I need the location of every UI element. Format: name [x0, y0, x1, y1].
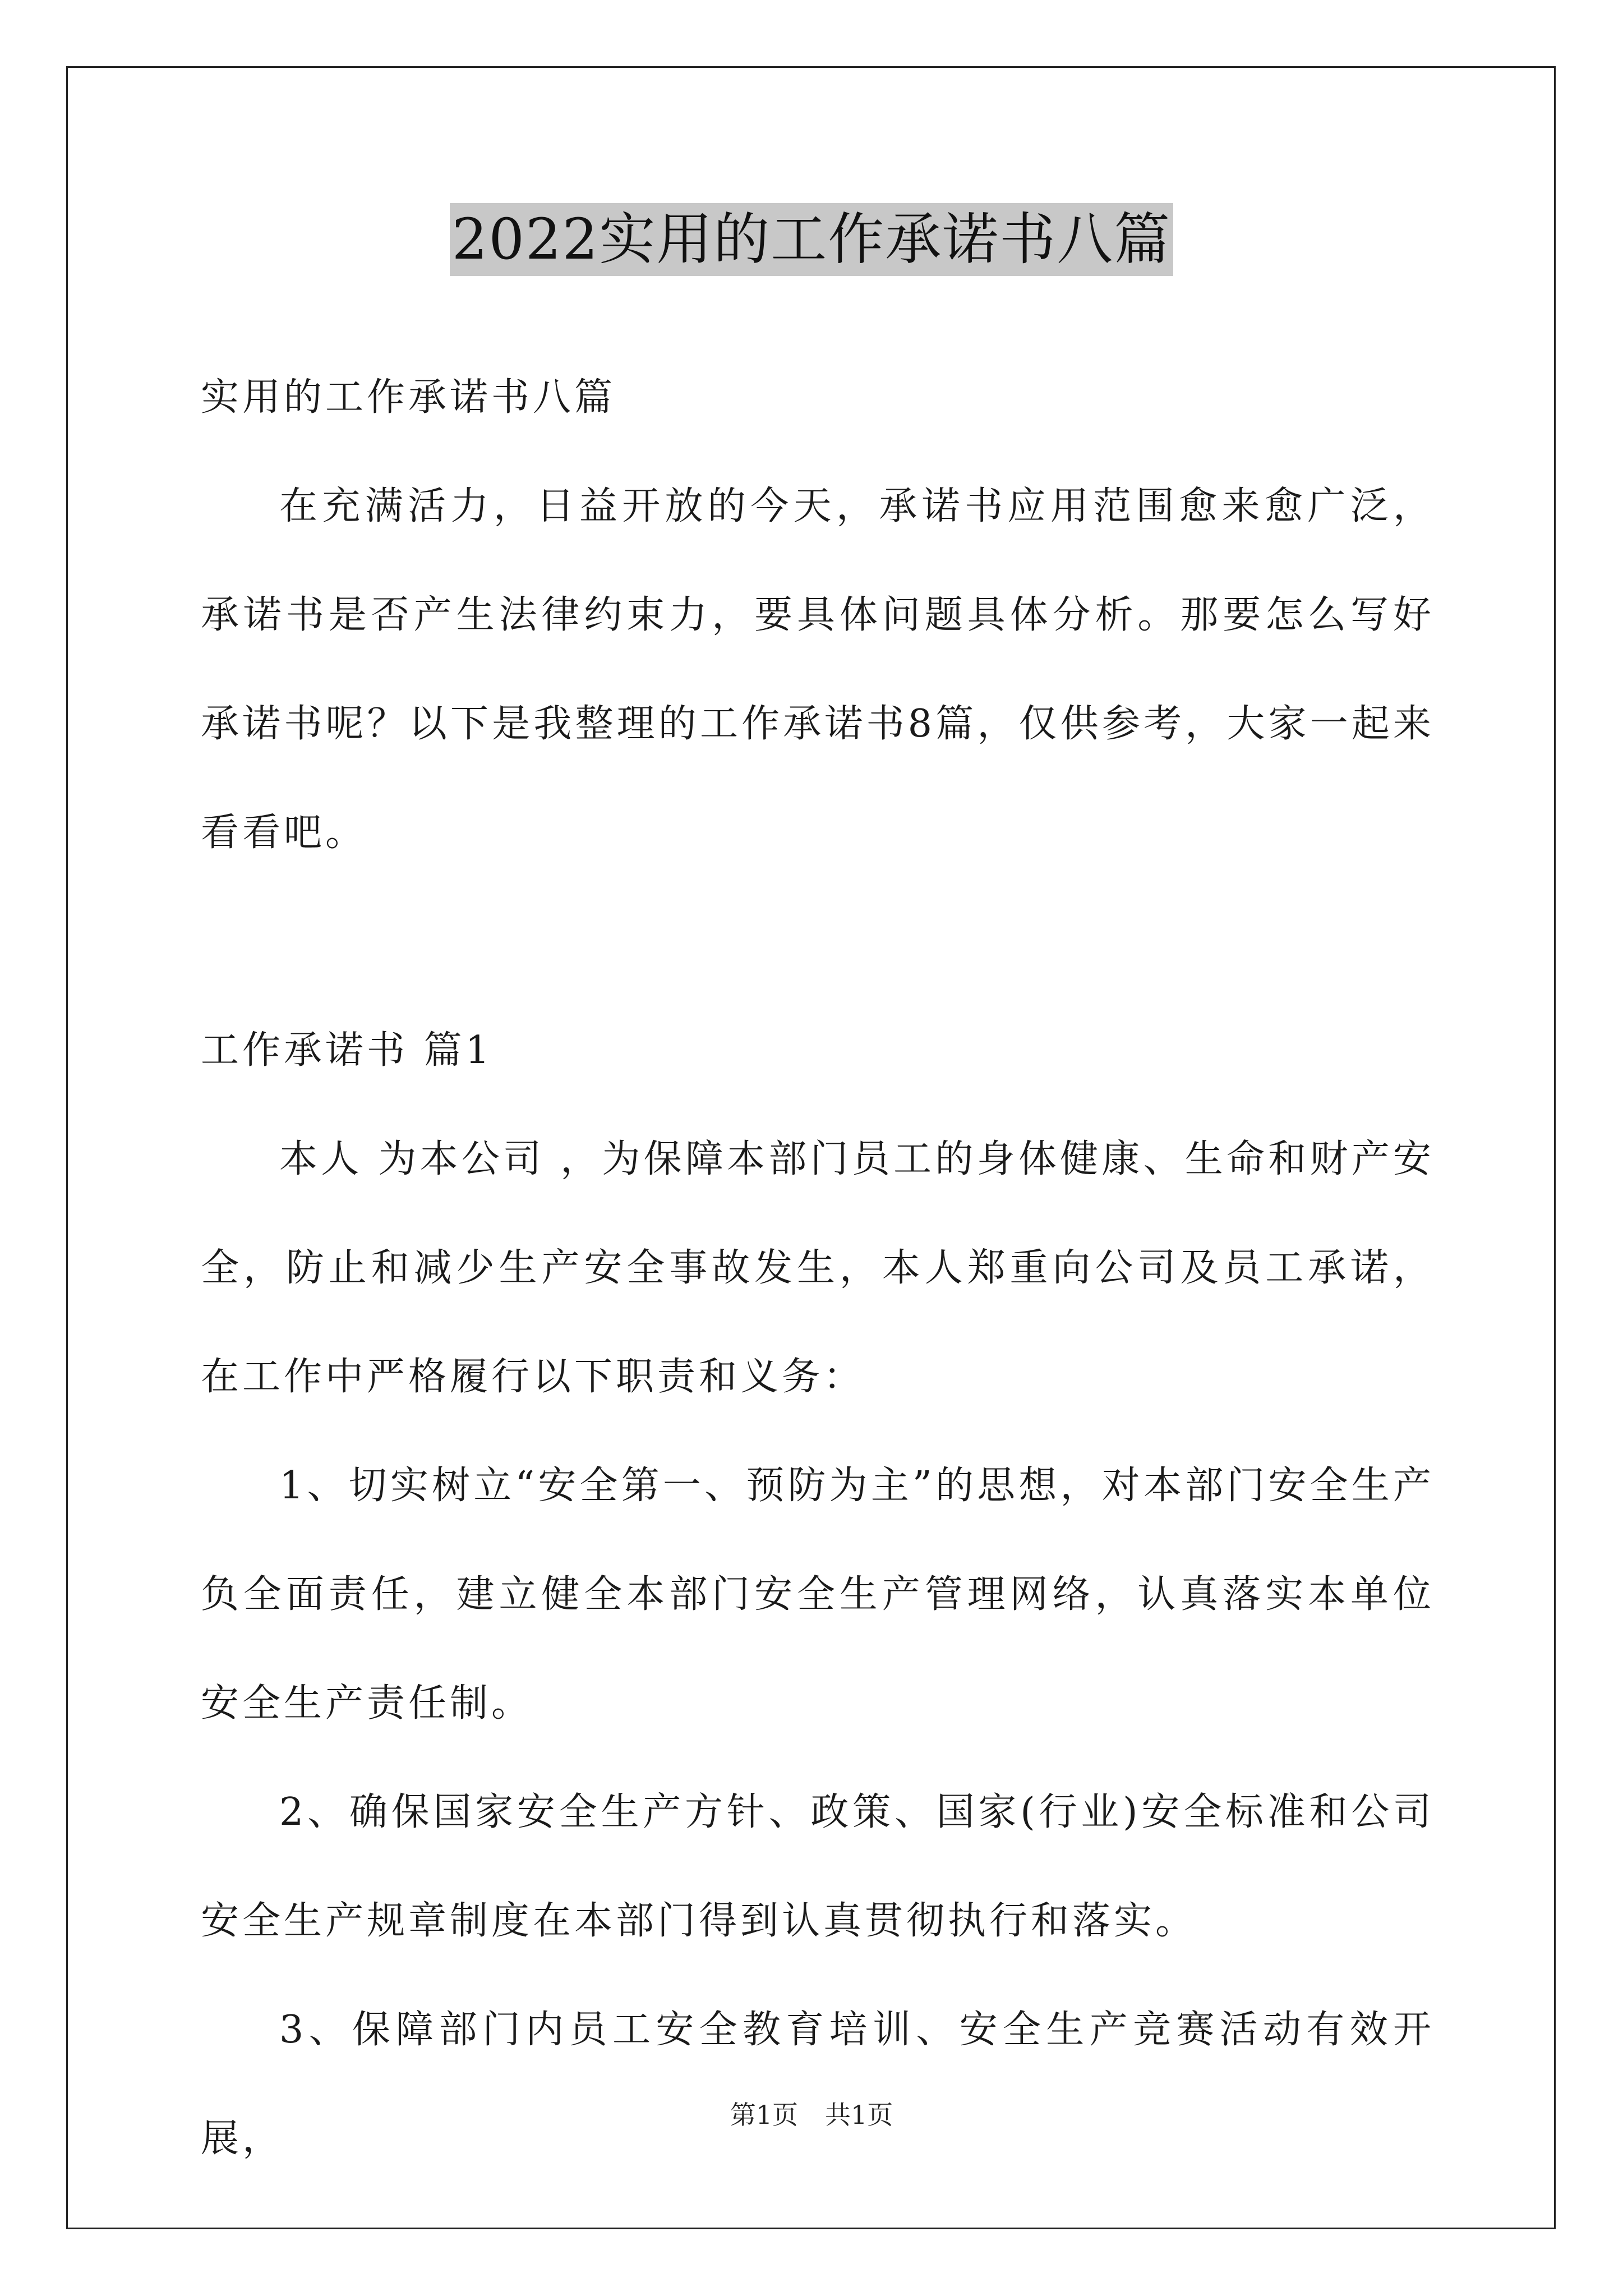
section-gap: [201, 887, 1435, 996]
list-item-3: 3、保障部门内员工安全教育培训、安全生产竞赛活动有效开展，: [201, 2008, 1435, 2161]
section-heading: 工作承诺书 篇1: [201, 1028, 493, 1073]
page-footer: [0, 2098, 1623, 2132]
intro-paragraph: 在充满活力，日益开放的今天，承诺书应用范围愈来愈广泛，承诺书是否产生法律约束力，要具体问题具体分析。那要怎么写好承诺书呢？以下是我整理的工作承诺书8篇，仅供参考，大家一起来看看吧。: [201, 484, 1435, 855]
title-wrap: [0, 203, 1623, 276]
list-item-1: 1、切实树立“安全第一、预防为主”的思想，对本部门安全生产负全面责任，建立健全本部门安全生产管理网络，认真落实本单位安全生产责任制。: [201, 1464, 1435, 1726]
page-number: 第1页: [730, 2100, 798, 2130]
document-body: [201, 343, 1435, 2193]
list-item-2: 2、确保国家安全生产方针、政策、国家(行业)安全标准和公司安全生产规章制度在本部门得到认真贯彻执行和落实。: [201, 1790, 1435, 1943]
body-paragraph: 本人 为本公司 ，为保障本部门员工的身体健康、生命和财产安全，防止和减少生产安全事故发生，本人郑重向公司及员工承诺，在工作中严格履行以下职责和义务：: [201, 1137, 1435, 1399]
subtitle: 实用的工作承诺书八篇: [201, 375, 616, 420]
document-title: 2022实用的工作承诺书八篇: [450, 203, 1174, 276]
page-total: 共1页: [825, 2100, 893, 2130]
